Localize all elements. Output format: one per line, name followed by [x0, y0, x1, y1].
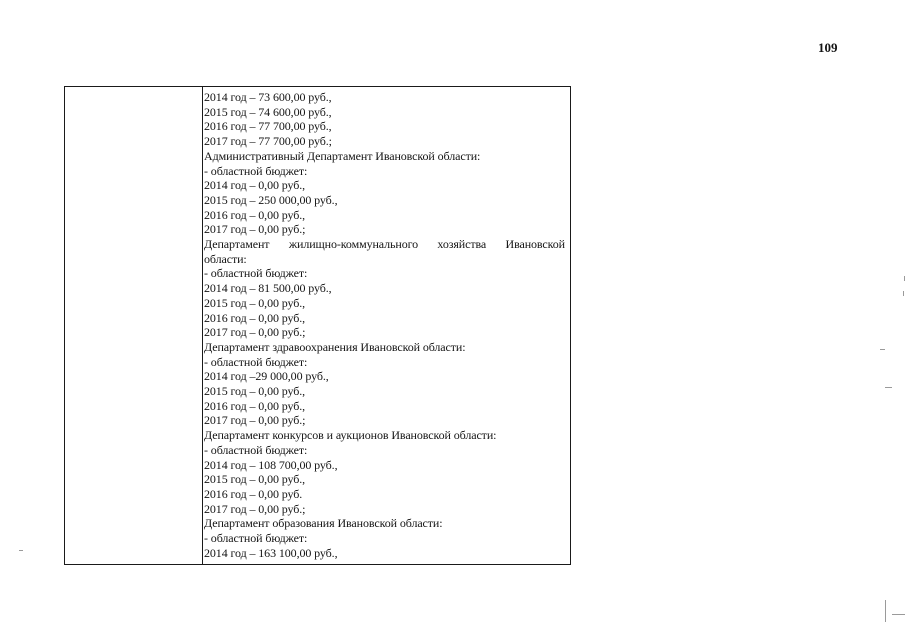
text-line: 2014 год – 163 100,00 руб.,: [204, 545, 338, 560]
text-line: 2017 год – 0,00 руб.;: [204, 501, 306, 516]
page-number: 109: [818, 40, 838, 55]
text-line: - областной бюджет:: [204, 266, 308, 281]
department-heading: Департамент здравоохранения Ивановской области:: [204, 339, 466, 354]
table-left-cell: [65, 87, 203, 564]
text-line: 2014 год – 108 700,00 руб.,: [204, 457, 338, 472]
text-line: 2015 год – 74 600,00 руб.,: [204, 104, 332, 119]
text-line: 2016 год – 0,00 руб.: [204, 486, 303, 501]
scan-mark: [903, 291, 904, 296]
text-line: 2016 год – 77 700,00 руб.,: [204, 119, 332, 134]
text-line: 2016 год – 0,00 руб.,: [204, 398, 306, 413]
text-line: 2015 год – 250 000,00 руб.,: [204, 192, 338, 207]
text-line: - областной бюджет:: [204, 163, 308, 178]
department-heading: Департамент жилищно-коммунального хозяйства Ивановской: [204, 237, 565, 252]
table-right-cell: [204, 90, 568, 561]
text-line: 2014 год –29 000,00 руб.,: [204, 369, 329, 384]
scan-mark: [885, 600, 886, 622]
text-line: 2017 год – 0,00 руб.;: [204, 222, 306, 237]
department-heading: Департамент образования Ивановской области:: [204, 516, 443, 531]
scan-mark: [880, 349, 885, 350]
text-line: 2017 год – 0,00 руб.;: [204, 413, 306, 428]
scan-mark: [885, 387, 892, 388]
text-line: 2015 год – 0,00 руб.,: [204, 384, 306, 399]
text-line: 2014 год – 0,00 руб.,: [204, 178, 306, 193]
text-line: 2017 год – 77 700,00 руб.;: [204, 134, 332, 149]
text-line: 2014 год – 73 600,00 руб.,: [204, 90, 332, 104]
text-line: 2015 год – 0,00 руб.,: [204, 472, 306, 487]
text-line: - областной бюджет:: [204, 354, 308, 369]
text-line: - областной бюджет:: [204, 531, 308, 546]
department-heading: Департамент конкурсов и аукционов Ивановской области:: [204, 428, 497, 443]
scan-mark: [892, 614, 905, 615]
scan-mark: [19, 550, 23, 551]
text-line: области:: [204, 251, 247, 266]
text-line: 2014 год – 81 500,00 руб.,: [204, 281, 332, 296]
department-heading: Административный Департамент Ивановской области:: [204, 148, 481, 163]
text-line: 2016 год – 0,00 руб.,: [204, 310, 306, 325]
text-line: 2017 год – 0,00 руб.;: [204, 325, 306, 340]
text-line: 2015 год – 0,00 руб.,: [204, 295, 306, 310]
budget-table: [64, 86, 571, 565]
text-line: 2016 год – 0,00 руб.,: [204, 207, 306, 222]
text-line: - областной бюджет:: [204, 442, 308, 457]
